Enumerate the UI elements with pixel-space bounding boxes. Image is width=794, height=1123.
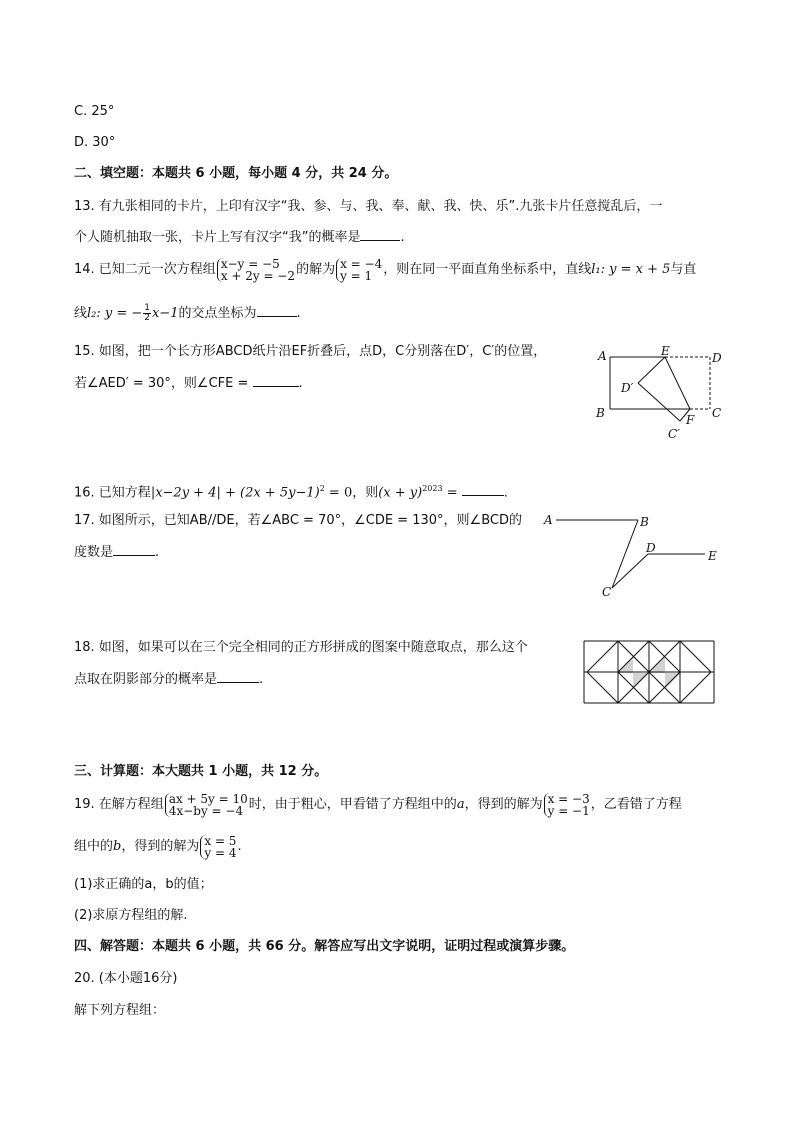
label-C: C xyxy=(712,406,722,420)
label-E: E xyxy=(708,549,717,563)
label-D: D xyxy=(646,541,656,555)
answer-blank xyxy=(113,543,155,556)
q14-line2: 线l₂: y = − $\frac{1}{2}$ x−1的交点坐标为 . xyxy=(74,303,301,323)
q15-line2: 若∠AED′ = 30°，则∠CFE = . xyxy=(74,376,303,391)
label-D-prime: D′ xyxy=(621,381,634,395)
label-B: B xyxy=(596,406,605,420)
equation-system: x−y = −5 x + 2y = −2 xyxy=(217,258,295,282)
option-c: C. 25° xyxy=(74,104,115,119)
figure-15 xyxy=(590,345,730,445)
q19-part2: (2)求原方程组的解. xyxy=(74,908,188,923)
solution-system: x = −3 y = −1 xyxy=(544,793,590,817)
section-2-header: 二、填空题：本题共 6 小题，每小题 4 分，共 24 分。 xyxy=(74,166,398,181)
section-3-header: 三、计算题：本大题共 1 小题，共 12 分。 xyxy=(74,764,328,779)
q18-line1: 18. 如图，如果可以在三个完全相同的正方形拼成的图案中随意取点，那么这个 xyxy=(74,640,528,655)
q20-instruction: 解下列方程组： xyxy=(74,1003,166,1018)
label-F: F xyxy=(686,413,695,427)
q14-line1: 14. 已知二元一次方程组 x−y = −5 x + 2y = −2 的解为 x = −4 y = 1 ，则在同一平面直角坐标系中，直线l₁: y = x + 5与直 xyxy=(74,256,697,283)
q13-line1: 13. 有九张相同的卡片，上印有汉字“我、参、与、我、奉、献、我、快、乐”.九张卡片任意搅乱后，一 xyxy=(74,199,663,214)
fraction: $\frac{1}{2}$ xyxy=(144,303,151,323)
label-C-prime: C′ xyxy=(668,427,680,441)
solution-system: x = −4 y = 1 xyxy=(336,258,382,282)
section-4-header: 四、解答题：本题共 6 小题，共 66 分。解答应写出文字说明，证明过程或演算步骤。 xyxy=(74,939,575,954)
answer-blank xyxy=(360,228,400,241)
q20-title: 20. (本小题16分) xyxy=(74,971,178,986)
label-E: E xyxy=(661,345,670,358)
figure-18 xyxy=(580,637,720,713)
answer-blank xyxy=(253,374,299,387)
solution-system: x = 5 y = 4 xyxy=(200,835,236,859)
q19-line1: 19. 在解方程组 ax + 5y = 10 4x−by = −4 时，由于粗心，甲看错了方程组中的a，得到的解为 x = −3 y = −1 ，乙看错了方程 xyxy=(74,791,682,818)
label-A: A xyxy=(544,513,553,527)
label-D: D xyxy=(712,351,722,365)
label-A: A xyxy=(598,349,607,363)
answer-blank xyxy=(462,483,504,496)
label-B: B xyxy=(640,515,649,529)
label-C: C xyxy=(602,585,612,599)
q17-line2: 度数是 . xyxy=(74,545,160,560)
answer-blank xyxy=(257,304,297,317)
option-d: D. 30° xyxy=(74,135,116,150)
q16-line: 16. 已知方程$|x-2y + 4| + (2x + 5y-1)^2 = 0$，则$(x + y)^{2023}$ = . xyxy=(74,484,508,501)
q15-line1: 15. 如图，把一个长方形ABCD纸片沿EF折叠后，点D，C分别落在D′，C′的位置， xyxy=(74,344,547,359)
q17-line1: 17. 如图所示，已知AB//DE，若∠ABC = 70°，∠CDE = 130°，则∠BCD的 xyxy=(74,513,522,528)
answer-blank xyxy=(217,670,259,683)
q19-line2: 组中的b，得到的解为 x = 5 y = 4 . xyxy=(74,833,242,860)
q13-line2: 个人随机抽取一张，卡片上写有汉字“我”的概率是 . xyxy=(74,230,405,245)
q18-line2: 点取在阴影部分的概率是 . xyxy=(74,672,264,687)
figure-17 xyxy=(540,510,730,605)
equation-system: ax + 5y = 10 4x−by = −4 xyxy=(165,793,248,817)
q19-part1: (1)求正确的a，b的值； xyxy=(74,877,213,892)
